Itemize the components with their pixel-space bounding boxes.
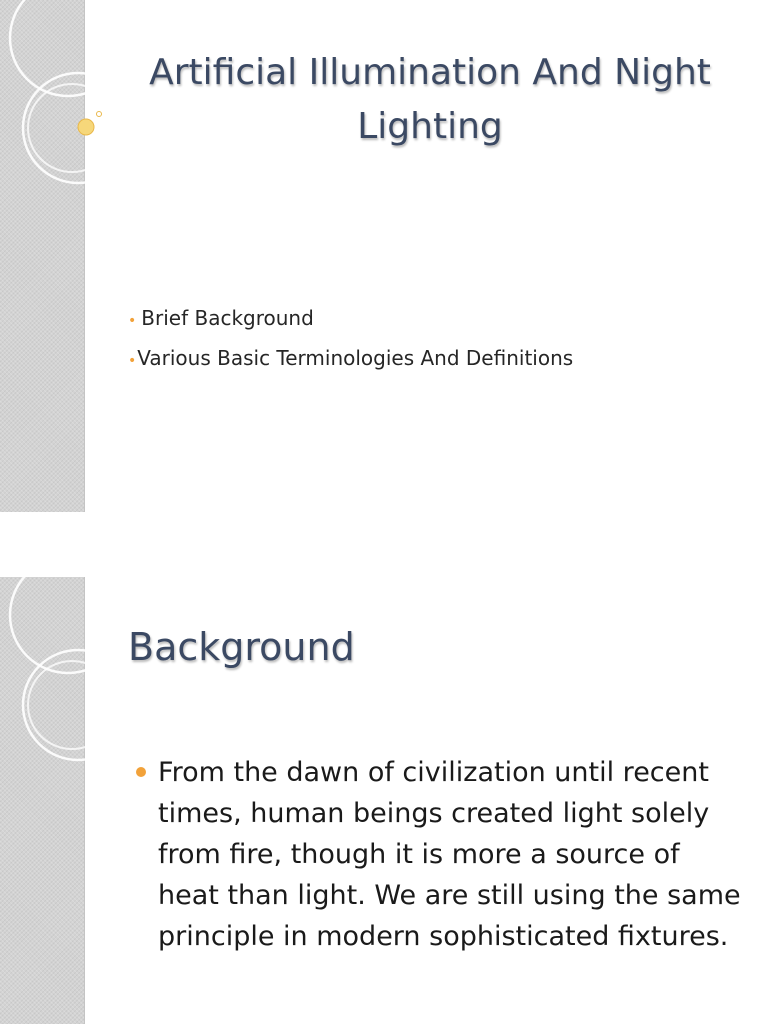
section-title: Background — [128, 625, 355, 669]
agenda-list — [128, 302, 573, 382]
bullet-dot-icon: • — [128, 353, 137, 369]
agenda-item — [128, 342, 573, 382]
decorative-rings-icon — [0, 0, 110, 200]
slide-background — [0, 577, 768, 1024]
body-text: From the dawn of civilization until recent times, human beings created light solely from fire, though it is more a source of heat than light. We are still using the same principle in modern sophisticated fixtures. — [158, 757, 741, 952]
body-paragraph — [158, 752, 748, 957]
bullet-dot-icon — [136, 767, 146, 777]
bullet-dot-icon: • — [128, 313, 137, 329]
decorative-rings-icon — [0, 577, 110, 777]
deck-title: Artificial Illumination And Night Lighting — [149, 52, 711, 147]
agenda-item-label: Various Basic Terminologies And Definitions — [137, 346, 574, 370]
agenda-item — [128, 302, 573, 342]
agenda-item-label: Brief Background — [141, 306, 314, 330]
